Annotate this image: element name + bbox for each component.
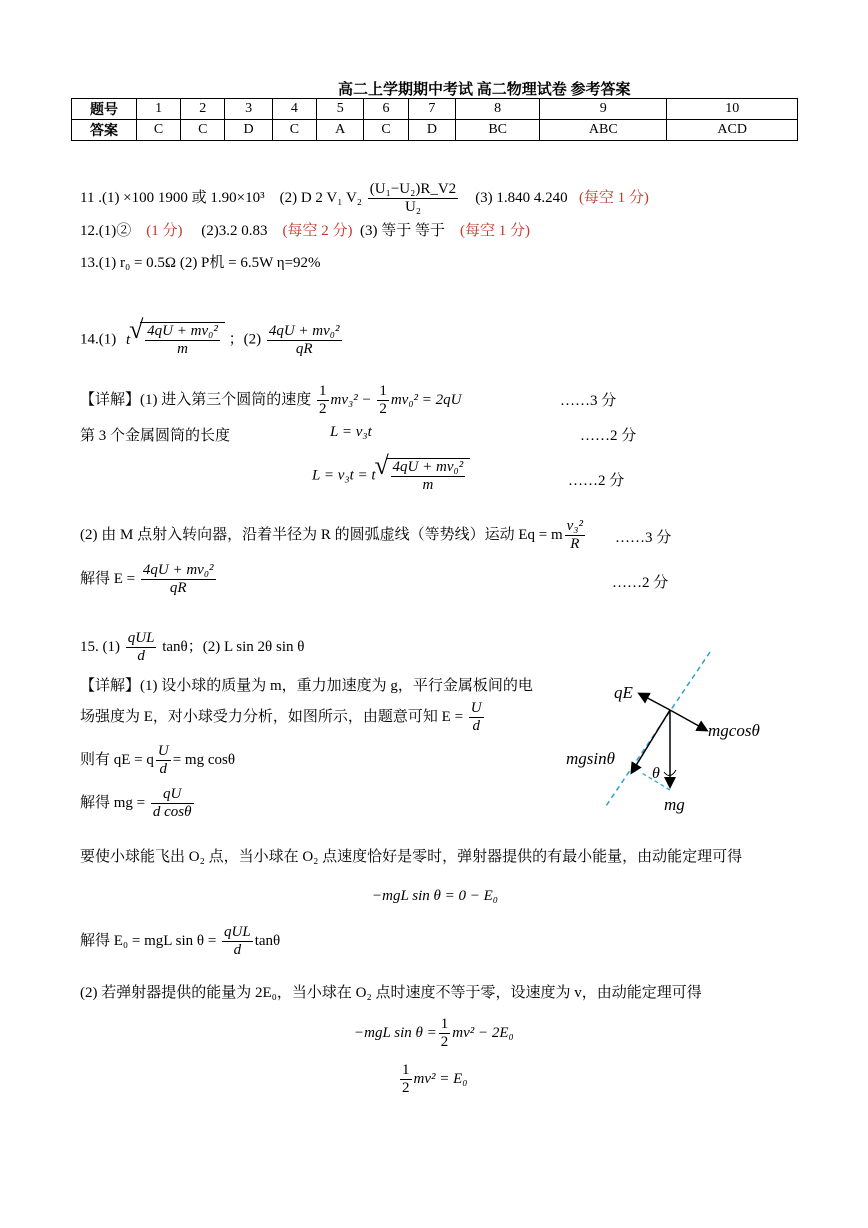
table-cell: ACD: [667, 120, 798, 141]
q11-fraction: $\frac{\text{(U₁−U₂)R\_V2}}{\text{U₂}}$: [369, 181, 457, 216]
table-cell: 10: [667, 99, 798, 120]
q14-detail1: 【详解】(1) 进入第三个圆筒的速度 $\frac{1}{2}$ mv₃² − $\frac{1}{2}$ mv₀² = 2qU: [80, 383, 462, 418]
q12-part1: 12.(1)②: [80, 223, 132, 239]
q15-solve-mg: 解得 mg = $\frac{qU}{\text{d cosθ}}$: [80, 786, 192, 821]
table-cell: 2: [181, 99, 225, 120]
mgsin-label: mgsinθ: [566, 749, 615, 768]
table-cell: 6: [364, 99, 408, 120]
q12-part3: (3) 等于 等于: [360, 223, 445, 239]
table-cell: 5: [316, 99, 364, 120]
q11-score-note: (每空 1 分): [578, 190, 649, 207]
qE-arrow: [640, 694, 670, 710]
table-cell: C: [364, 120, 408, 141]
theta-label: θ: [652, 765, 660, 782]
table-header-number: 题号: [72, 99, 137, 120]
mg-label: mg: [664, 795, 685, 814]
q12-note3: (每空 1 分): [460, 223, 530, 239]
table-cell: 3: [225, 99, 273, 120]
table-cell: D: [408, 120, 456, 141]
q15-para1: 要使小球能飞出 O₂ 点，当小球在 O₂ 点速度恰好是零时，弹射器提供的有最小能量，由动能定理可得: [80, 849, 743, 865]
qE-label: qE: [614, 683, 633, 702]
table-cell: 4: [272, 99, 316, 120]
q14-part2-text: (2) 由 M 点射入转向器，沿着半径为 R 的圆弧虚线（等势线）运动 Eq = m: [80, 527, 563, 544]
q15-detail-b: 场强度为 E，对小球受力分析，如图所示，由题意可知 E = $\frac{U}{d}$: [80, 700, 482, 735]
q14-score-a: ……3 分: [560, 393, 617, 409]
table-row: [72, 99, 798, 120]
q15-solve-e0: 解得 E₀ = mgL sin θ = $\frac{\text{qUL}}{d}$ tanθ: [80, 924, 281, 959]
q12-note1: (1 分): [146, 223, 183, 239]
answer-table: [71, 98, 798, 141]
q12-line: [80, 219, 530, 240]
q12-part2: (2)3.2 0.83: [201, 223, 268, 239]
q12-note2: (每空 2 分): [282, 223, 353, 239]
q14-sqrt: √ $\frac{\text{4qU + mv₀²}}{m}$: [140, 322, 225, 359]
q13-line: 13.(1) r₀ = 0.5Ω (2) P机 = 6.5W η=92%: [80, 255, 321, 271]
table-cell: C: [181, 120, 225, 141]
table-cell: 8: [456, 99, 540, 120]
q14-answer: 14.(1) t √ $\frac{\text{4qU + mv₀²}}{m}$ ；(2) $\frac{\text{4qU + mv₀²}}{qR}$: [80, 322, 344, 359]
q11-part1: 11 .(1) ×100 1900 或 1.90×10³: [80, 190, 265, 207]
q15-eq1: −mgL sin θ = 0 − E₀: [372, 888, 499, 904]
q11-part3: (3) 1.840 4.240: [475, 190, 568, 207]
q15-eq3: $\frac{1}{2}$ mv² = E₀: [402, 1062, 468, 1097]
q11-line: [80, 181, 649, 217]
q14-length-label: 第 3 个金属圆筒的长度: [80, 428, 231, 444]
q14-score-e: ……2 分: [612, 575, 669, 591]
q15-answer: 15. (1) $\frac{\text{qUL}}{d}$ tanθ；(2) L sin 2θ sin θ: [80, 630, 305, 665]
q14-score-c: ……2 分: [568, 473, 625, 489]
table-cell: D: [225, 120, 273, 141]
q14-length-eq2: L = v₃t = t √ $\frac{\text{4qU + mv₀²}}{m}$: [312, 458, 470, 495]
table-header-answer: 答案: [72, 120, 137, 141]
mgcos-label: mgcosθ: [708, 721, 760, 740]
q15-detail-a: 【详解】(1) 设小球的质量为 m，重力加速度为 g，平行金属板间的电: [80, 678, 533, 694]
mgsin-arrow: [632, 710, 670, 772]
table-cell: 7: [408, 99, 456, 120]
q14-part2: (2) 由 M 点射入转向器，沿着半径为 R 的圆弧虚线（等势线）运动 Eq = m $\frac{\text{v₃²}}{R}$: [80, 518, 583, 553]
table-cell: BC: [456, 120, 540, 141]
table-cell: A: [316, 120, 364, 141]
table-cell: C: [272, 120, 316, 141]
q14-score-b: ……2 分: [580, 428, 637, 444]
q14-sep: ；(2): [228, 331, 262, 348]
q14-detail-text: 【详解】(1) 进入第三个圆筒的速度: [80, 392, 312, 409]
q15-para2: (2) 若弹射器提供的能量为 2E₀，当小球在 O₂ 点时速度不等于零，设速度为 v，由动能定理可得: [80, 985, 702, 1001]
page-title: 高二上学期期中考试 高二物理试卷 参考答案: [338, 82, 631, 98]
table-cell: 9: [540, 99, 667, 120]
table-cell: 1: [137, 99, 181, 120]
q11-part2: (2) D 2 V₁ V₂: [279, 190, 363, 207]
q14-fraction-b: $\frac{\text{4qU + mv₀²}}{qR}$: [268, 322, 340, 357]
q14-length-eq: L = v₃t: [330, 424, 372, 440]
mgcos-arrow: [670, 710, 706, 730]
q15-eq2: −mgL sin θ = $\frac{1}{2}$ mv² − 2E₀: [354, 1016, 514, 1051]
table-row: [72, 120, 798, 141]
table-cell: ABC: [540, 120, 667, 141]
table-cell: C: [137, 120, 181, 141]
q14-label: 14.(1): [80, 331, 117, 348]
q14-score-d: ……3 分: [615, 530, 672, 546]
q15-then: 则有 qE = q $\frac{U}{d}$ = mg cosθ: [80, 743, 236, 778]
q14-solve: 解得 E = $\frac{\text{4qU + mv₀²}}{qR}$: [80, 562, 214, 597]
force-diagram: [560, 648, 790, 820]
